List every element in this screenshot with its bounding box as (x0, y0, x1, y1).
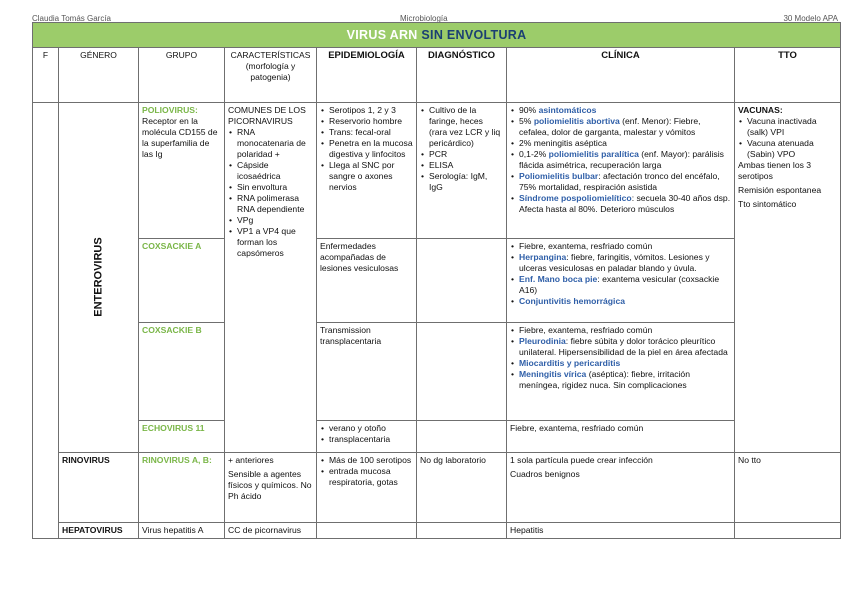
page-header-subject: Microbiología (400, 14, 448, 23)
highlight-term: Poliomielitis bulbar (519, 171, 599, 181)
diagnostico-coxsackie-b (417, 323, 507, 421)
list-item: • Penetra en la mucosa digestiva y linfocitos (320, 138, 413, 160)
clinical-text: Fiebre, exantema, resfriado común (519, 241, 653, 251)
echovirus-name: ECHOVIRUS 11 (142, 423, 205, 433)
tto-rinovirus: No tto (735, 453, 841, 523)
list-item: • Cápside icosaédrica (228, 160, 313, 182)
virus-table (32, 22, 841, 539)
highlight-term: poliomielitis paralítica (548, 149, 639, 159)
rinovirus-car-1: + anteriores (228, 455, 274, 465)
clinical-text: : secuela 30-40 años dsp. Afecta hasta al 80%. Deterioro músculos (519, 193, 731, 214)
list-item: • entrada mucosa respiratoria, gotas (320, 466, 413, 488)
grupo-coxsackie-a (139, 239, 225, 323)
epidemiologia-coxsackie-b: Transmission transplacentaria (317, 323, 417, 421)
highlight-term: Enf. Mano boca pie (519, 274, 598, 284)
list-item: • verano y otoño (320, 423, 413, 434)
genero-rinovirus: RINOVIRUS (59, 453, 139, 523)
col-clinica: CLÍNICA (507, 48, 735, 103)
rinovirus-clin-2: Cuadros benignos (510, 469, 580, 479)
rinovirus-car-2: Sensible a agentes físicos y químicos. No Ph ácido (228, 469, 312, 501)
list-item (510, 138, 731, 149)
rinovirus-clin-1: 1 sola partícula puede crear infección (510, 455, 653, 465)
list-item: • Reservorio hombre (320, 116, 413, 127)
epidemiologia-hepatovirus (317, 523, 417, 539)
clinica-hepatovirus: Hepatitis (507, 523, 735, 539)
caracteristicas-rinovirus (225, 453, 317, 523)
family-cell (33, 103, 59, 539)
highlight-term: asintomáticos (538, 105, 597, 115)
highlight-term: poliomielitis abortiva (533, 116, 620, 126)
list-item (510, 105, 731, 116)
list-item (510, 369, 731, 391)
caracteristicas-comunes (225, 103, 317, 453)
clinical-text: 90% (519, 105, 539, 115)
list-item: • PCR (420, 149, 503, 160)
list-item (510, 358, 731, 369)
clinical-text: (aséptica): fiebre, irritación meníngea, rigidez nuca. Sin complicaciones (519, 369, 690, 390)
tto-enterovirus (735, 103, 841, 453)
grupo-coxsackie-b (139, 323, 225, 421)
genero-enterovirus (59, 103, 139, 453)
list-item (510, 116, 731, 138)
col-grupo: GRUPO (139, 48, 225, 103)
header-row (33, 48, 841, 103)
highlight-term: Síndrome pospoliomielítico (519, 193, 632, 203)
clinica-coxsackie-b (507, 323, 735, 421)
clinica-coxsackie-a (507, 239, 735, 323)
list-item (510, 193, 731, 215)
epidemiologia-echovirus (317, 421, 417, 453)
list-item: • RNA polimerasa RNA dependiente (228, 193, 313, 215)
list-item (510, 252, 731, 274)
tto-remision: Remisión espontanea (738, 185, 822, 195)
list-item (510, 149, 731, 171)
col-caracteristicas: CARACTERÍSTICAS (morfología y patogenia) (225, 48, 317, 103)
list-item (510, 296, 731, 307)
list-item: • RNA monocatenaria de polaridad + (228, 127, 313, 160)
table-title (33, 23, 841, 48)
clinica-echovirus: Fiebre, exantema, resfriado común (507, 421, 735, 453)
list-item (510, 274, 731, 296)
clinical-text: 5% (519, 116, 534, 126)
genero-enterovirus-label: ENTEROVIRUS (92, 237, 105, 318)
clinical-text: (enf. Menor): Fiebre, cefalea, dolor de garganta, malestar y vómitos (519, 116, 701, 137)
rinovirus-group: RINOVIRUS A, B: (142, 455, 212, 465)
grupo-echovirus (139, 421, 225, 453)
caracteristicas-title: COMUNES DE LOS PICORNAVIRUS (228, 105, 306, 126)
list-item (510, 325, 731, 336)
tto-serotipos: Ambas tienen los 3 serotipos (738, 160, 812, 181)
grupo-rinovirus (139, 453, 225, 523)
diagnostico-hepatovirus (417, 523, 507, 539)
list-item: • transplacentaria (320, 434, 413, 445)
col-diagnostico: DIAGNÓSTICO (417, 48, 507, 103)
poliovirus-name: POLIOVIRUS: (142, 105, 198, 115)
diagnostico-poliovirus (417, 103, 507, 239)
col-epidemiologia: EPIDEMIOLOGÍA (317, 48, 417, 103)
highlight-term: Herpangina (519, 252, 567, 262)
tto-hepatovirus (735, 523, 841, 539)
col-familia: F (33, 48, 59, 103)
coxsackie-b-name: COXSACKIE B (142, 325, 202, 335)
list-item: • Llega al SNC por sangre o axones nervios (320, 160, 413, 193)
table-row-echovirus (33, 421, 841, 453)
clinical-text: : fiebre, faringitis, vómitos. Lesiones y ulceras vesiculosas en paladar blando y úvula. (519, 252, 710, 273)
coxsackie-a-name: COXSACKIE A (142, 241, 202, 251)
list-item: • VP1 a VP4 que forman los capsómeros (228, 226, 313, 259)
highlight-term: Meningitis vírica (519, 369, 587, 379)
list-item: • ELISA (420, 160, 503, 171)
clinical-text: Fiebre, exantema, resfriado común (519, 325, 653, 335)
caracteristicas-hepatovirus: CC de picornavirus (225, 523, 317, 539)
diagnostico-coxsackie-a (417, 239, 507, 323)
title-part1: VIRUS ARN (346, 28, 418, 42)
tto-vacunas-title: VACUNAS: (738, 105, 783, 115)
list-item: • Serología: IgM, IgG (420, 171, 503, 193)
list-item (510, 241, 731, 252)
clinical-text: 0,1-2% (519, 149, 549, 159)
list-item (510, 336, 731, 358)
clinica-poliovirus (507, 103, 735, 239)
poliovirus-desc: Receptor en la molécula CD155 de la superfamilia de las Ig (142, 116, 218, 159)
clinical-text: (enf. Mayor): parálisis flácida asimétrica, recuperación larga (519, 149, 724, 170)
grupo-poliovirus (139, 103, 225, 239)
epidemiologia-coxsackie-a: Enfermedades acompañadas de lesiones vesiculosas (317, 239, 417, 323)
col-tto: TTO (735, 48, 841, 103)
highlight-term: Pleurodinia (519, 336, 566, 346)
col-genero: GÉNERO (59, 48, 139, 103)
highlight-term: Miocarditis y pericarditis (519, 358, 621, 368)
diagnostico-echovirus (417, 421, 507, 453)
list-item: • Vacuna atenuada (Sabin) VPO (738, 138, 837, 160)
epidemiologia-poliovirus (317, 103, 417, 239)
table-row-hepatovirus (33, 523, 841, 539)
list-item: • Vacuna inactivada (salk) VPI (738, 116, 837, 138)
genero-hepatovirus: HEPATOVIRUS (59, 523, 139, 539)
tto-sintomatico: Tto sintomático (738, 199, 797, 209)
clinical-text: 2% meningitis aséptica (519, 138, 607, 148)
page-header-author: Claudia Tomás García (32, 14, 111, 23)
list-item: • Trans: fecal-oral (320, 127, 413, 138)
grupo-hepatovirus: Virus hepatitis A (139, 523, 225, 539)
list-item: • Cultivo de la faringe, heces (rara vez LCR y liq pericárdico) (420, 105, 503, 149)
list-item (510, 171, 731, 193)
list-item: • Más de 100 serotipos (320, 455, 413, 466)
epidemiologia-rinovirus (317, 453, 417, 523)
highlight-term: Conjuntivitis hemorrágica (519, 296, 626, 306)
clinical-text: : afectación tronco del encéfalo, 75% mortalidad, respiración asistida (519, 171, 720, 192)
list-item: • Sin envoltura (228, 182, 313, 193)
list-item: • VPg (228, 215, 313, 226)
clinical-text: : fiebre súbita y dolor torácico pleurítico unilateral. Hipersensibilidad de la piel en área afectada (519, 336, 728, 357)
diagnostico-rinovirus: No dg laboratorio (417, 453, 507, 523)
table-row-coxsackie-a (33, 239, 841, 323)
list-item: • Serotipos 1, 2 y 3 (320, 105, 413, 116)
clinical-text: : exantema vesicular (coxsackie A16) (519, 274, 720, 295)
title-part2: SIN ENVOLTURA (421, 28, 527, 42)
table-row-coxsackie-b (33, 323, 841, 421)
page-header-right: 30 Modelo APA (783, 14, 838, 23)
clinica-rinovirus (507, 453, 735, 523)
table-row-rinovirus (33, 453, 841, 523)
table-row-poliovirus (33, 103, 841, 239)
